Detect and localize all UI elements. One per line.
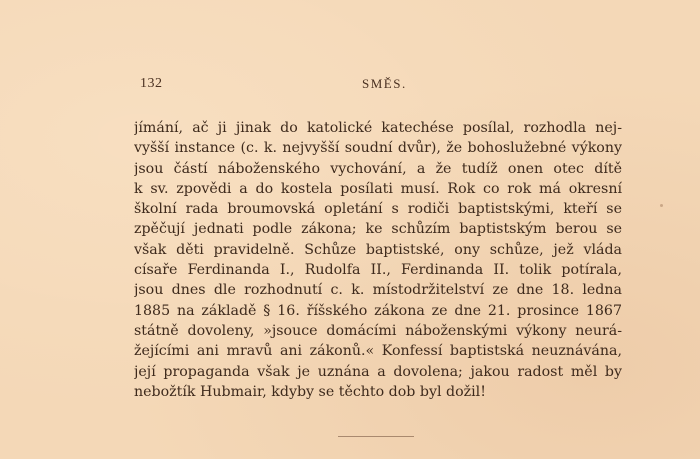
paper-speck (660, 204, 663, 207)
text-line: žejícími ani mravů ani zákonů.« Konfessí baptistská neuznávána, (134, 343, 622, 360)
section-divider (338, 436, 414, 437)
text-line: císaře Ferdinanda I., Rudolfa II., Ferdinanda II. tolik potírala, (134, 262, 622, 279)
page-number: 132 (140, 76, 163, 91)
text-line: vyšší instance (c. k. nejvyšší soudní dvůr), že bohoslužebné výkony (134, 140, 622, 157)
text-line: nebožtík Hubmair, kdyby se těchto dob byl dožil! (134, 383, 486, 400)
running-head: SMĚS. (362, 76, 407, 91)
text-line: 1885 na základě § 16. říšského zákona ze dne 21. prosince 1867 (134, 302, 622, 319)
text-line: její propaganda však je uznána a dovolena; jakou radost měl by (134, 363, 622, 380)
page-header (140, 76, 620, 96)
body-paragraph (134, 118, 622, 402)
text-line: jsou dnes dle rozhodnutí c. k. místodržitelství ze dne 18. ledna (134, 282, 622, 299)
text-line: jímání, ač ji jinak do katolické katechése posílal, rozhodla nej- (134, 120, 622, 136)
text-line: zpěčují jednati podle zákona; ke schůzím baptistským berou se (134, 221, 622, 238)
text-line: školní rada broumovská opletání s rodiči baptistskými, kteří se (134, 201, 622, 218)
text-line: jsou částí náboženského vychování, a že tudíž onen otec dítě (134, 160, 622, 177)
text-line: k sv. zpovědi a do kostela posílati musí. Rok co rok má okresní (134, 180, 622, 197)
text-line: státně dovoleny, »jsouce domácími náboženskými výkony neurá- (134, 322, 622, 339)
text-line: však děti pravidelně. Schůze baptistské, ony schůze, jež vláda (134, 241, 622, 258)
